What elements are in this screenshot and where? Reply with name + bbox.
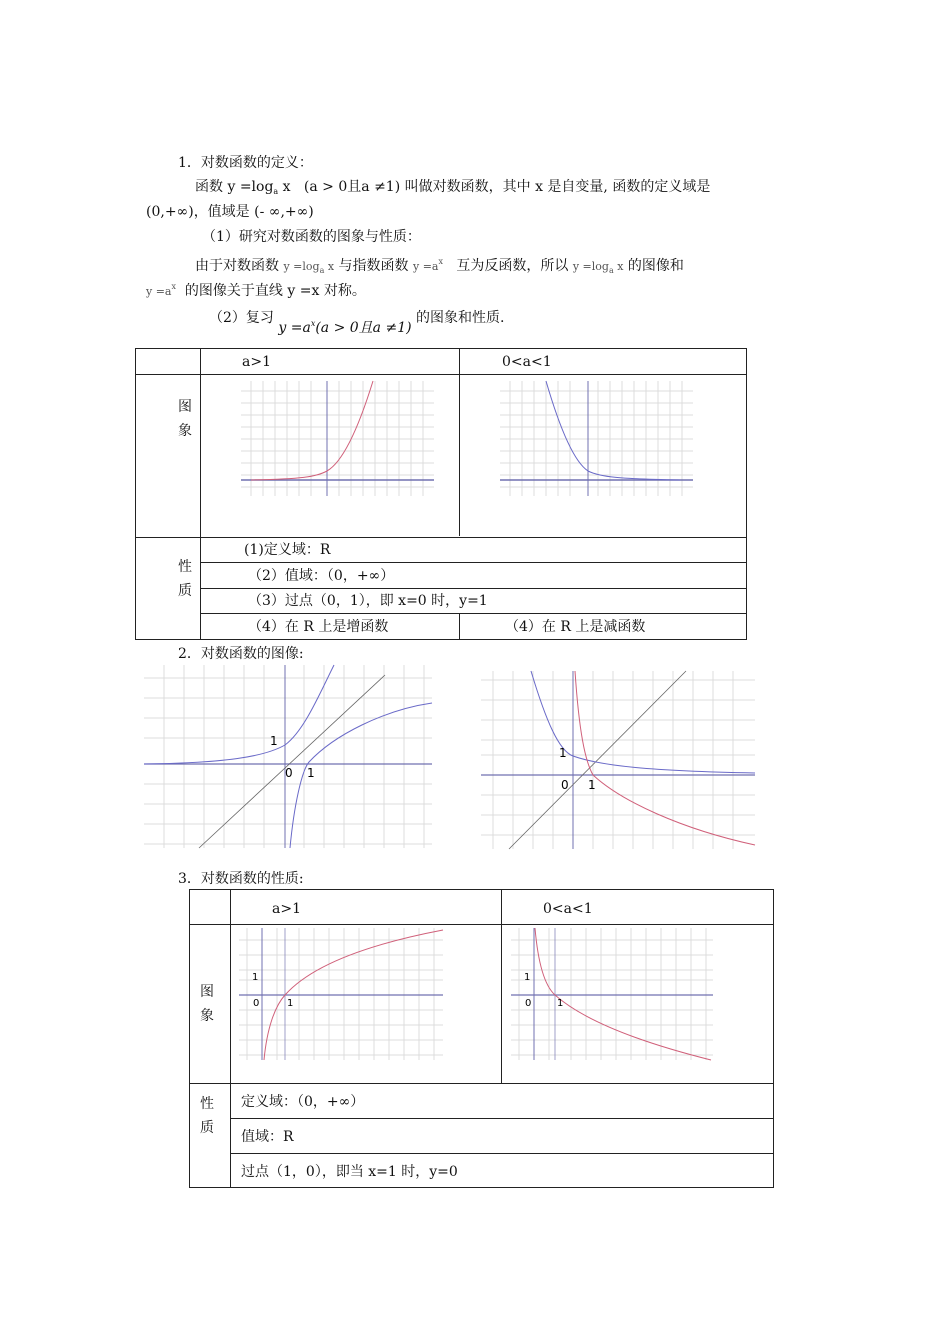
graph3-label-one-x: 1 <box>287 998 294 1009</box>
table1-prop-2: （2）值域：（0，+∞） <box>248 568 395 584</box>
subheading-2: （2）复习 $y =a^x(a > 0$且a ≠1) 的图象和性质. <box>209 310 505 336</box>
table2-prop-2: 值域：R <box>241 1129 294 1145</box>
exp-increasing-graph <box>241 381 434 496</box>
table1-row-props-label: 性 质 <box>178 559 192 599</box>
table2-row-props-label: 性 质 <box>200 1096 214 1136</box>
table1-col-b-header: 0<a<1 <box>502 354 552 370</box>
graph2-label-one: 1 <box>559 746 567 760</box>
relation-line-1: 由于对数函数 $y =\log_a$ x 与指数函数 $y =a^x$ 互为反函数，所以 $y =\log_a$ x 的图像和 <box>195 257 684 275</box>
graph1-label-one-x: 1 <box>307 766 315 780</box>
graph3-label-one: 1 <box>252 972 259 983</box>
section1-heading: 1．对数函数的定义： <box>178 155 313 171</box>
table2-prop-1: 定义域：（0，+∞） <box>241 1094 365 1110</box>
graph1-label-zero: 0 <box>285 766 293 780</box>
table2-col-a-header: a>1 <box>272 901 301 917</box>
log-decreasing-graph <box>511 928 713 1060</box>
graph2-label-one-x: 1 <box>588 778 596 792</box>
graph3-label-zero: 0 <box>253 998 260 1009</box>
table1-prop-3: （3）过点（0，1），即 x=0 时，y=1 <box>248 593 488 609</box>
section3-heading: 3．对数函数的性质: <box>178 871 304 887</box>
graph4-label-one-x: 1 <box>557 998 564 1009</box>
graph1-label-one: 1 <box>270 734 278 748</box>
table1-col-a-header: a>1 <box>242 354 271 370</box>
table1-prop-4a: （4）在 R 上是增函数 <box>248 619 389 635</box>
graph4-label-one: 1 <box>524 972 531 983</box>
table1-prop-4b: （4）在 R 上是减函数 <box>505 619 646 635</box>
relation-line-2: $y =a^x$ 的图像关于直线 y =x 对称。 <box>146 282 366 299</box>
graph2-label-zero: 0 <box>561 778 569 792</box>
table1-prop-1: (1)定义域：R <box>244 542 331 558</box>
log-increasing-graph <box>239 928 443 1060</box>
section2-heading: 2．对数函数的图像: <box>178 646 304 662</box>
log-graph-a-lt-1 <box>481 671 755 849</box>
table2-prop-3: 过点（1，0），即当 x=1 时，y=0 <box>241 1164 458 1180</box>
table1-row-image-label: 图 象 <box>178 399 192 439</box>
graph4-label-zero: 0 <box>525 998 532 1009</box>
definition-line: 函数 $y =\log_a$ x (a > 0且a ≠1) 叫做对数函数，其中 x 是自变量, 函数的定义域是 <box>195 179 711 196</box>
domain-range-line: (0,+∞)，值域是 (- ∞,+∞) <box>146 204 314 220</box>
table2-col-b-header: 0<a<1 <box>543 901 593 917</box>
table2-row-image-label: 图 象 <box>200 984 214 1024</box>
exp-decreasing-graph <box>500 381 693 496</box>
log-graph-a-gt-1 <box>144 665 432 848</box>
subheading-1: （1）研究对数函数的图象与性质： <box>202 229 421 245</box>
